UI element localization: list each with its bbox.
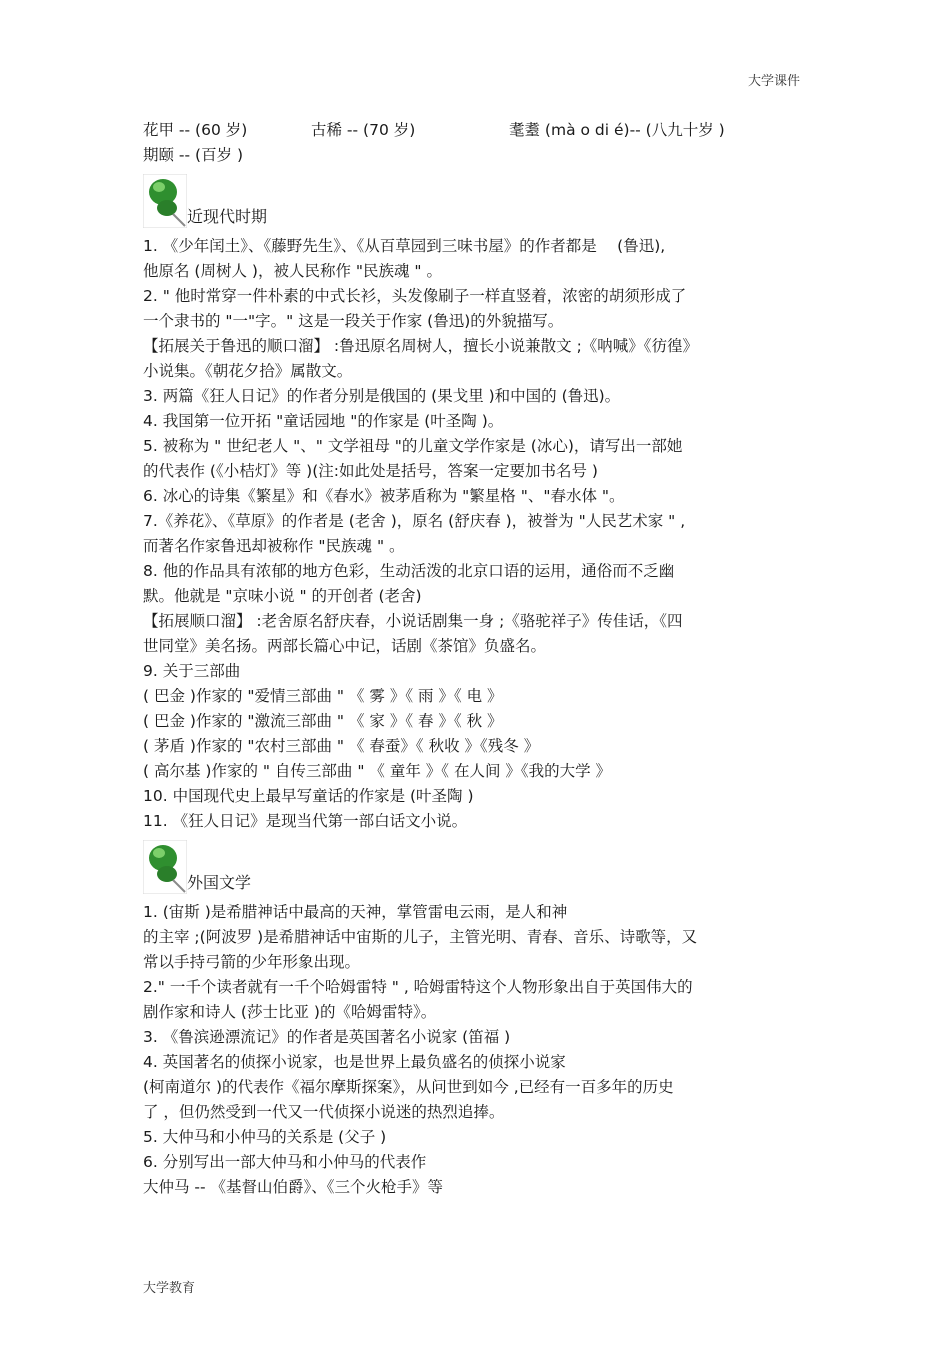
page-header: 大学课件: [747, 74, 800, 89]
section-title: 外国文学: [187, 873, 252, 892]
text-line: (柯南道尔 )的代表作《福尔摩斯探案》，从问世到如今 ,已经有一百多年的历史: [143, 1078, 674, 1096]
text-line: 10. 中国现代史上最早写童话的作家是 (叶圣陶 ): [143, 787, 474, 805]
text-line: 9. 关于三部曲: [143, 662, 241, 680]
text-line: 【拓展关于鲁迅的顺口溜】 :鲁迅原名周树人，擅长小说兼散文 ;《呐喊》《彷徨》: [143, 337, 699, 355]
section-title: 近现代时期: [187, 207, 268, 226]
section-heading: [143, 840, 808, 900]
text-line: ( 巴金 )作家的 "爱情三部曲 " 《 雾 》《 雨 》《 电 》: [143, 687, 503, 705]
text-line: 7.《养花》、《草原》的作者是 (老舍 )，原名 (舒庆春 )，被誉为 "人民艺术家 " ,: [143, 512, 686, 530]
age-term: 期颐 -- (百岁 ): [143, 146, 244, 164]
text-line: 常以手持弓箭的少年形象出现。: [143, 953, 361, 971]
text-line: 8. 他的作品具有浓郁的地方色彩，生动活泼的北京口语的运用，通俗而不乏幽: [143, 562, 675, 580]
green-pushpin-icon: [143, 174, 187, 228]
text-line: 2." 一千个读者就有一千个哈姆雷特 " , 哈姆雷特这个人物形象出自于英国伟大的: [143, 978, 693, 996]
text-line: 4. 英国著名的侦探小说家，也是世界上最负盛名的侦探小说家: [143, 1053, 566, 1071]
text-line: 6. 冰心的诗集《繁星》和《春水》被茅盾称为 "繁星格 "、"春水体 "。: [143, 487, 625, 505]
text-line: 【拓展顺口溜】 :老舍原名舒庆春，小说话剧集一身 ;《骆驼祥子》传佳话，《四: [143, 612, 683, 630]
text-line: 的主宰 ;(阿波罗 )是希腊神话中宙斯的儿子，主管光明、青春、音乐、诗歌等，又: [143, 928, 698, 946]
page-footer: 大学教育: [143, 1281, 196, 1296]
text-line: 5. 大仲马和小仲马的关系是 (父子 ): [143, 1128, 387, 1146]
text-line: 2. " 他时常穿一件朴素的中式长衫，头发像刷子一样直竖着，浓密的胡须形成了: [143, 287, 687, 305]
age-term: 古稀 -- (70 岁): [311, 121, 416, 139]
text-line: ( 茅盾 )作家的 "农村三部曲 " 《 春蚕》《 秋收 》《残冬 》: [143, 737, 540, 755]
text-line: 3. 《鲁滨逊漂流记》的作者是英国著名小说家 (笛福 ): [143, 1028, 511, 1046]
text-line: 默。他就是 "京味小说 " 的开创者 (老舍): [143, 587, 422, 605]
text-line: 5. 被称为 " 世纪老人 "、" 文学祖母 "的儿童文学作家是 (冰心)，请写出一部她: [143, 437, 683, 455]
text-line: 一个隶书的 "一"字。" 这是一段关于作家 (鲁迅)的外貌描写。: [143, 312, 564, 330]
text-line: 的代表作 (《小桔灯》等 )(注:如此处是括号，答案一定要加书名号 ): [143, 462, 598, 480]
age-terms-row: [143, 118, 808, 143]
text-line: 1. 《少年闰土》、《藤野先生》、《从百草园到三味书屋》的作者都是 (鲁迅),: [143, 237, 666, 255]
section-body: [143, 900, 808, 1200]
text-line: 而著名作家鲁迅却被称作 "民族魂 " 。: [143, 537, 405, 555]
text-line: 6. 分别写出一部大仲马和小仲马的代表作: [143, 1153, 427, 1171]
text-line: 世同堂》美名扬。两部长篇心中记，话剧《茶馆》负盛名。: [143, 637, 547, 655]
text-line: 了 ，但仍然受到一代又一代侦探小说迷的热烈追捧。: [143, 1103, 505, 1121]
age-term: 花甲 -- (60 岁): [143, 121, 248, 139]
text-line: ( 高尔基 )作家的 " 自传三部曲 " 《 童年 》《 在人间 》《我的大学 》: [143, 762, 612, 780]
text-line: 4. 我国第一位开拓 "童话园地 "的作家是 (叶圣陶 )。: [143, 412, 504, 430]
age-term: 耄耋 (mà o di é)-- (八九十岁 ): [509, 121, 725, 139]
text-line: 他原名 (周树人 )，被人民称作 "民族魂 " 。: [143, 262, 442, 280]
text-line: 3. 两篇《狂人日记》的作者分别是俄国的 (果戈里 )和中国的 (鲁迅)。: [143, 387, 621, 405]
text-line: ( 巴金 )作家的 "激流三部曲 " 《 家 》《 春 》《 秋 》: [143, 712, 503, 730]
text-line: 1. (宙斯 )是希腊神话中最高的天神，掌管雷电云雨，是人和神: [143, 903, 568, 921]
text-line: 大仲马 -- 《基督山伯爵》、《三个火枪手》等: [143, 1178, 444, 1196]
text-line: 剧作家和诗人 (莎士比亚 )的《哈姆雷特》。: [143, 1003, 437, 1021]
green-pushpin-icon: [143, 840, 187, 894]
text-line: 小说集。《朝花夕拾》属散文。: [143, 362, 353, 380]
document-body: [143, 118, 808, 1200]
text-line: 11. 《狂人日记》是现当代第一部白话文小说。: [143, 812, 468, 830]
section-body: [143, 234, 808, 834]
section-heading: [143, 174, 808, 234]
